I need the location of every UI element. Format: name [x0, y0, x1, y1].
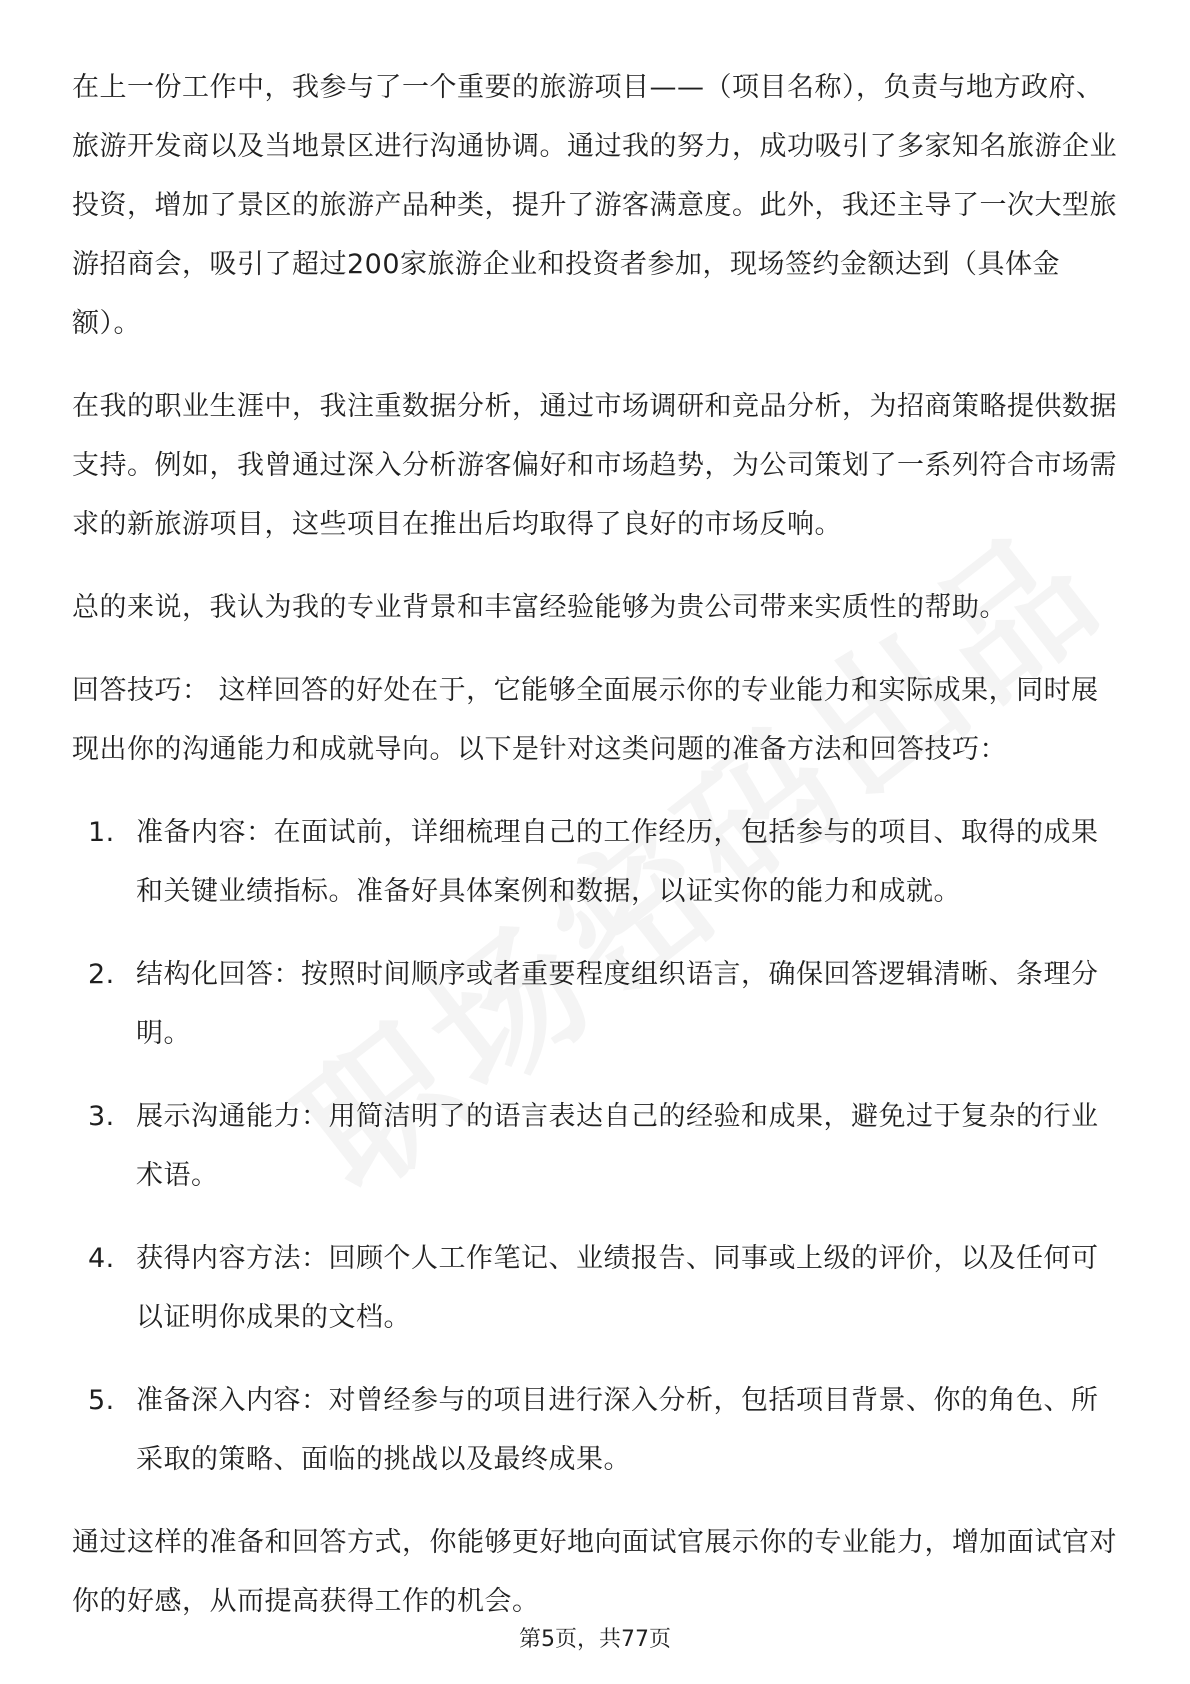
list-text: 准备深入内容：对曾经参与的项目进行深入分析，包括项目背景、你的角色、所采取的策略、面临的挑战以及最终成果。: [136, 1385, 1099, 1475]
paragraph-data-analysis: 在我的职业生涯中，我注重数据分析，通过市场调研和竞品分析，为招商策略提供数据支持。例如，我曾通过深入分析游客偏好和市场趋势，为公司策划了一系列符合市场需求的新旅游项目，这些项目在推出后均取得了良好的市场反响。: [72, 391, 1117, 540]
list-item: [72, 945, 1118, 1063]
document-body: [72, 58, 1118, 1655]
list-number: 5.: [88, 1385, 115, 1416]
page-footer: 第5页，共77页: [519, 1627, 671, 1652]
list-text: 结构化回答：按照时间顺序或者重要程度组织语言，确保回答逻辑清晰、条理分明。: [136, 959, 1099, 1049]
list-text: 获得内容方法：回顾个人工作笔记、业绩报告、同事或上级的评价，以及任何可以证明你成果的文档。: [136, 1243, 1099, 1333]
list-number: 3.: [88, 1101, 115, 1132]
list-number: 1.: [88, 817, 115, 848]
paragraph-summary: 总的来说，我认为我的专业背景和丰富经验能够为贵公司带来实质性的帮助。: [72, 592, 1007, 623]
paragraph-experience: 在上一份工作中，我参与了一个重要的旅游项目——（项目名称），负责与地方政府、旅游开发商以及当地景区进行沟通协调。通过我的努力，成功吸引了多家知名旅游企业投资，增加了景区的旅游产品种类，提升了游客满意度。此外，我还主导了一次大型旅游招商会，吸引了超过200家旅游企业和投资者参加，现场签约金额达到（具体金额）。: [72, 72, 1117, 339]
list-number: 2.: [88, 959, 115, 990]
list-text: 展示沟通能力：用简洁明了的语言表达自己的经验和成果，避免过于复杂的行业术语。: [136, 1101, 1099, 1191]
paragraph-conclusion: 通过这样的准备和回答方式，你能够更好地向面试官展示你的专业能力，增加面试官对你的好感，从而提高获得工作的机会。: [72, 1527, 1117, 1617]
list-number: 4.: [88, 1243, 115, 1274]
list-item: [72, 803, 1118, 921]
list-item: [72, 1087, 1118, 1205]
list-text: 准备内容：在面试前，详细梳理自己的工作经历，包括参与的项目、取得的成果和关键业绩指标。准备好具体案例和数据，以证实你的能力和成就。: [136, 817, 1099, 907]
paragraph-answer-tips: 回答技巧： 这样回答的好处在于，它能够全面展示你的专业能力和实际成果，同时展现出你的沟通能力和成就导向。以下是针对这类问题的准备方法和回答技巧：: [72, 675, 1099, 765]
list-item: [72, 1371, 1118, 1489]
list-item: [72, 1229, 1118, 1347]
tips-list: [72, 803, 1118, 1489]
